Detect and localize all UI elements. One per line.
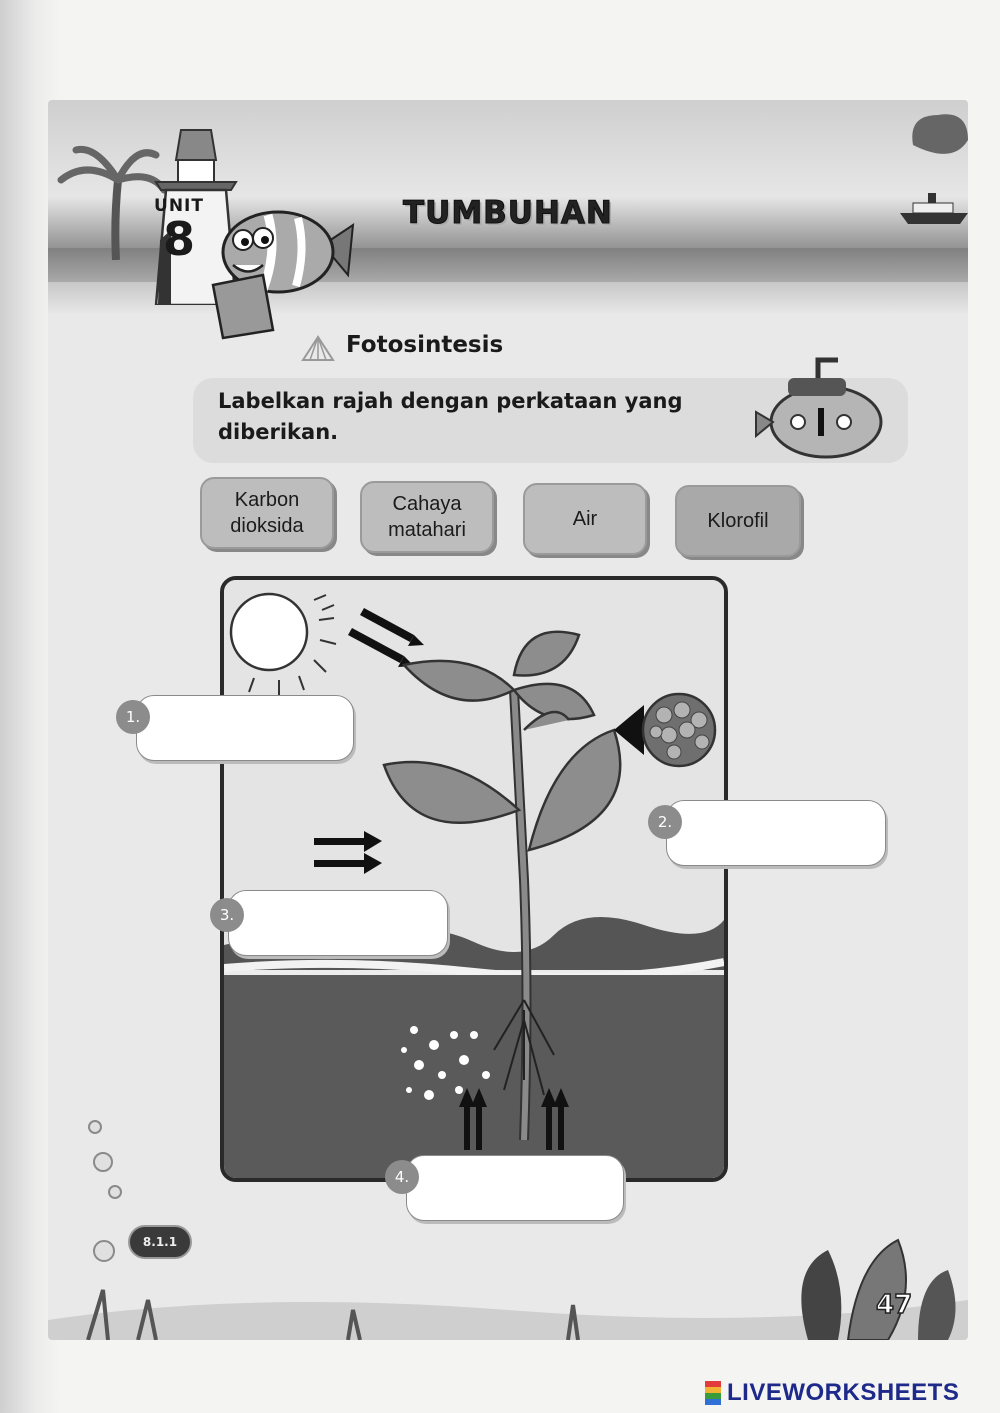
- word-card-cahaya-matahari[interactable]: Cahaya matahari: [360, 481, 494, 553]
- liveworksheets-logo-icon: [705, 1381, 721, 1405]
- worksheet-page: [48, 100, 968, 1340]
- shell-icon: [298, 332, 338, 362]
- cloud-icon: [903, 105, 968, 165]
- word-card-air[interactable]: Air: [523, 483, 647, 555]
- watermark-text: LIVEWORKSHEETS: [727, 1379, 960, 1406]
- answer-number-2: 2.: [648, 805, 682, 839]
- word-card-klorofil[interactable]: Klorofil: [675, 485, 801, 557]
- page-title: TUMBUHAN: [403, 195, 613, 231]
- answer-number-1: 1.: [116, 700, 150, 734]
- section-heading: Fotosintesis: [346, 332, 504, 358]
- liveworksheets-watermark[interactable]: [705, 1378, 959, 1408]
- answer-box-2[interactable]: [666, 800, 886, 866]
- answer-box-3[interactable]: [228, 890, 448, 956]
- plant-illustration: [224, 580, 724, 1178]
- unit-number: 8: [162, 212, 195, 266]
- answer-box-1[interactable]: [136, 695, 354, 761]
- ship-icon: [898, 188, 968, 228]
- syllabus-code-badge: 8.1.1: [128, 1225, 192, 1259]
- bubble-decoration: [93, 1152, 113, 1172]
- word-card-karbon-dioksida[interactable]: Karbon dioksida: [200, 477, 334, 549]
- bubble-decoration: [108, 1185, 122, 1199]
- page-number: 47: [876, 1290, 913, 1320]
- answer-number-3: 3.: [210, 898, 244, 932]
- submarine-icon: [748, 350, 883, 470]
- unit-label: UNIT: [154, 196, 204, 216]
- instruction-text: Labelkan rajah dengan perkataan yang diberikan.: [218, 389, 683, 444]
- answer-number-4: 4.: [385, 1160, 419, 1194]
- fish-mascot-icon: [208, 190, 358, 340]
- photosynthesis-diagram: [220, 576, 728, 1182]
- bubble-decoration: [88, 1120, 102, 1134]
- answer-box-4[interactable]: [406, 1155, 624, 1221]
- header-banner: [48, 100, 968, 315]
